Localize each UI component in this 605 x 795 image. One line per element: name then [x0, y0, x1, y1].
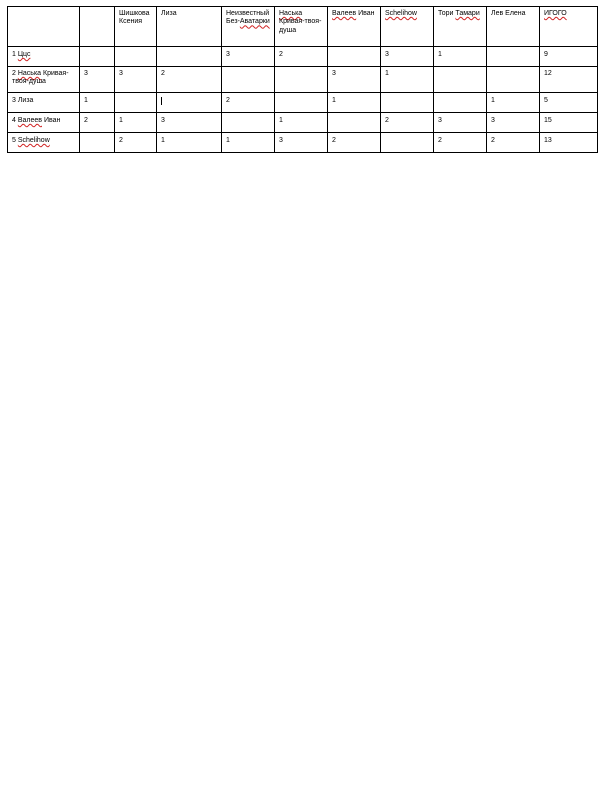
score-cell[interactable]: 1 — [275, 113, 328, 133]
score-cell[interactable] — [222, 67, 275, 93]
score-cell-active[interactable] — [157, 93, 222, 113]
score-cell[interactable]: 2 — [381, 113, 434, 133]
score-cell[interactable]: 2 — [115, 133, 157, 153]
score-cell[interactable]: 1 — [487, 93, 540, 113]
header-cell-total[interactable]: ИГОГО — [540, 7, 598, 47]
score-cell[interactable] — [275, 93, 328, 113]
score-cell[interactable]: 3 — [157, 113, 222, 133]
score-cell[interactable]: 3 — [275, 133, 328, 153]
header-cell-lev[interactable]: Лев Елена — [487, 7, 540, 47]
score-cell[interactable]: 1 — [328, 93, 381, 113]
header-cell-schelihow[interactable]: Schelihow — [381, 7, 434, 47]
header-cell-valeev[interactable]: Валеев Иван — [328, 7, 381, 47]
score-cell[interactable]: 2 — [487, 133, 540, 153]
total-cell[interactable]: 12 — [540, 67, 598, 93]
row-label[interactable]: 4 Валеев Иван — [8, 113, 80, 133]
row-label[interactable]: 3 Лиза — [8, 93, 80, 113]
table-row — [8, 113, 598, 133]
table-row — [8, 47, 598, 67]
score-cell[interactable] — [434, 67, 487, 93]
score-cell[interactable]: 1 — [80, 93, 115, 113]
score-table[interactable] — [7, 6, 598, 153]
score-cell[interactable] — [328, 47, 381, 67]
score-cell[interactable]: 3 — [381, 47, 434, 67]
header-cell-blank[interactable] — [80, 7, 115, 47]
score-cell[interactable]: 2 — [434, 133, 487, 153]
score-cell[interactable] — [381, 93, 434, 113]
score-cell[interactable]: 1 — [381, 67, 434, 93]
header-cell-naska[interactable]: Наська Кривая-твоя-душа — [275, 7, 328, 47]
header-cell-tori[interactable]: Тори Тамари — [434, 7, 487, 47]
score-cell[interactable] — [275, 67, 328, 93]
total-cell[interactable]: 5 — [540, 93, 598, 113]
header-cell-liza[interactable]: Лиза — [157, 7, 222, 47]
score-cell[interactable] — [381, 133, 434, 153]
total-cell[interactable]: 9 — [540, 47, 598, 67]
score-cell[interactable]: 1 — [222, 133, 275, 153]
table-row — [8, 133, 598, 153]
score-cell[interactable]: 3 — [115, 67, 157, 93]
score-cell[interactable] — [115, 47, 157, 67]
score-cell[interactable]: 3 — [487, 113, 540, 133]
table-row — [8, 67, 598, 93]
header-row — [8, 7, 598, 47]
score-cell[interactable] — [115, 93, 157, 113]
score-cell[interactable] — [434, 93, 487, 113]
score-cell[interactable] — [487, 47, 540, 67]
total-cell[interactable]: 15 — [540, 113, 598, 133]
score-cell[interactable]: 1 — [157, 133, 222, 153]
score-cell[interactable]: 2 — [80, 113, 115, 133]
score-cell[interactable] — [157, 47, 222, 67]
score-cell[interactable]: 1 — [434, 47, 487, 67]
row-label[interactable]: 5 Schelihow — [8, 133, 80, 153]
header-cell-corner[interactable] — [8, 7, 80, 47]
score-cell[interactable] — [80, 133, 115, 153]
text-cursor — [161, 97, 162, 105]
score-cell[interactable]: 2 — [328, 133, 381, 153]
header-cell-shishkova[interactable]: Шишкова Ксения — [115, 7, 157, 47]
header-cell-neizvestny[interactable]: Неизвестный Без-Аватарки — [222, 7, 275, 47]
row-label[interactable]: 1 Ццс — [8, 47, 80, 67]
score-cell[interactable]: 3 — [328, 67, 381, 93]
score-cell[interactable]: 3 — [222, 47, 275, 67]
score-cell[interactable] — [222, 113, 275, 133]
table-row — [8, 93, 598, 113]
score-cell[interactable]: 2 — [275, 47, 328, 67]
total-cell[interactable]: 13 — [540, 133, 598, 153]
score-cell[interactable] — [487, 67, 540, 93]
score-cell[interactable]: 2 — [222, 93, 275, 113]
score-cell[interactable]: 3 — [80, 67, 115, 93]
score-cell[interactable] — [328, 113, 381, 133]
score-cell[interactable]: 2 — [157, 67, 222, 93]
score-cell[interactable]: 1 — [115, 113, 157, 133]
score-cell[interactable] — [80, 47, 115, 67]
score-cell[interactable]: 3 — [434, 113, 487, 133]
row-label[interactable]: 2 Наська Кривая-твоя-душа — [8, 67, 80, 93]
